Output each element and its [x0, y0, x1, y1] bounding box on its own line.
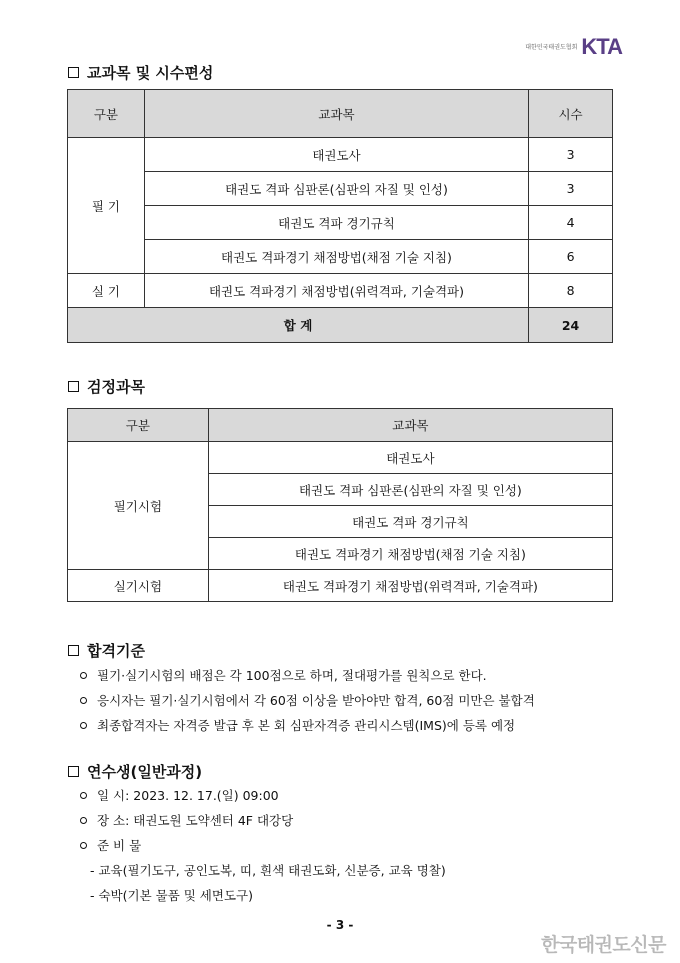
checkbox-square-icon [68, 67, 79, 78]
header-category: 구분 [68, 409, 209, 442]
table-header-row [68, 90, 613, 138]
subject-cell: 태권도 격파경기 채점방법(채점 기술 지침) [208, 538, 612, 570]
circle-bullet-icon [80, 672, 87, 679]
circle-bullet-icon [80, 722, 87, 729]
hours-cell: 8 [529, 274, 613, 308]
section-title-pass-criteria: 합격기준 [68, 640, 145, 661]
list-item: 준 비 물 [80, 833, 446, 858]
total-hours: 24 [529, 308, 613, 343]
checkbox-square-icon [68, 766, 79, 777]
category-written-exam: 필기시험 [68, 442, 209, 570]
list-sub-item: - 교육(필기도구, 공인도복, 띠, 흰색 태권도화, 신분증, 교육 명찰) [90, 863, 446, 878]
header-category: 구분 [68, 90, 145, 138]
table-row [68, 138, 613, 172]
list-item: 응시자는 필기·실기시험에서 각 60점 이상을 받아야만 합격, 60점 미만은 불합격 [80, 688, 535, 713]
trainee-info-list [80, 783, 446, 908]
hours-cell: 3 [529, 138, 613, 172]
circle-bullet-icon [80, 792, 87, 799]
subject-cell: 태권도사 [208, 442, 612, 474]
kta-logo [525, 34, 622, 60]
circle-bullet-icon [80, 842, 87, 849]
subject-cell: 태권도사 [144, 138, 528, 172]
exam-subjects-table [67, 408, 613, 602]
logo-mark: KTA [581, 34, 622, 59]
curriculum-table [67, 89, 613, 343]
table-row [68, 240, 613, 274]
checkbox-square-icon [68, 381, 79, 392]
hours-cell: 3 [529, 172, 613, 206]
list-sub-item: - 숙박(기본 물품 및 세면도구) [90, 888, 253, 903]
table-row [68, 442, 613, 474]
subject-cell: 태권도 격파 심판론(심판의 자질 및 인성) [144, 172, 528, 206]
header-hours: 시수 [529, 90, 613, 138]
list-item: 일 시: 2023. 12. 17.(일) 09:00 [80, 783, 446, 808]
table-row [68, 172, 613, 206]
watermark: 한국태권도신문 [541, 934, 666, 956]
total-row [68, 308, 613, 343]
pass-criteria-list [80, 663, 535, 738]
subject-cell: 태권도 격파 심판론(심판의 자질 및 인성) [208, 474, 612, 506]
subject-cell: 태권도 격파경기 채점방법(위력격파, 기술격파) [208, 570, 612, 602]
circle-bullet-icon [80, 817, 87, 824]
table-row [68, 274, 613, 308]
section-title-curriculum: 교과목 및 시수편성 [68, 62, 213, 83]
list-item: 필기·실기시험의 배점은 각 100점으로 하며, 절대평가를 원칙으로 한다. [80, 663, 535, 688]
checkbox-square-icon [68, 645, 79, 656]
list-item: 장 소: 태권도원 도약센터 4F 대강당 [80, 808, 446, 833]
total-label: 합 계 [68, 308, 529, 343]
category-practical-exam: 실기시험 [68, 570, 209, 602]
list-item: 최종합격자는 자격증 발급 후 본 회 심판자격증 관리시스템(IMS)에 등록 예정 [80, 713, 535, 738]
circle-bullet-icon [80, 697, 87, 704]
table-row [68, 206, 613, 240]
logo-org-name: 대한민국태권도협회 [525, 43, 578, 51]
header-subject: 교과목 [208, 409, 612, 442]
table-header-row [68, 409, 613, 442]
subject-cell: 태권도 격파 경기규칙 [144, 206, 528, 240]
hours-cell: 6 [529, 240, 613, 274]
category-written: 필 기 [68, 138, 145, 274]
header-subject: 교과목 [144, 90, 528, 138]
category-practical: 실 기 [68, 274, 145, 308]
section-title-exam-subjects: 검정과목 [68, 376, 145, 397]
subject-cell: 태권도 격파경기 채점방법(위력격파, 기술격파) [144, 274, 528, 308]
hours-cell: 4 [529, 206, 613, 240]
section-title-trainees: 연수생(일반과정) [68, 761, 202, 782]
subject-cell: 태권도 격파경기 채점방법(채점 기술 지침) [144, 240, 528, 274]
table-row [68, 570, 613, 602]
subject-cell: 태권도 격파 경기규칙 [208, 506, 612, 538]
page-number: - 3 - [326, 918, 354, 932]
